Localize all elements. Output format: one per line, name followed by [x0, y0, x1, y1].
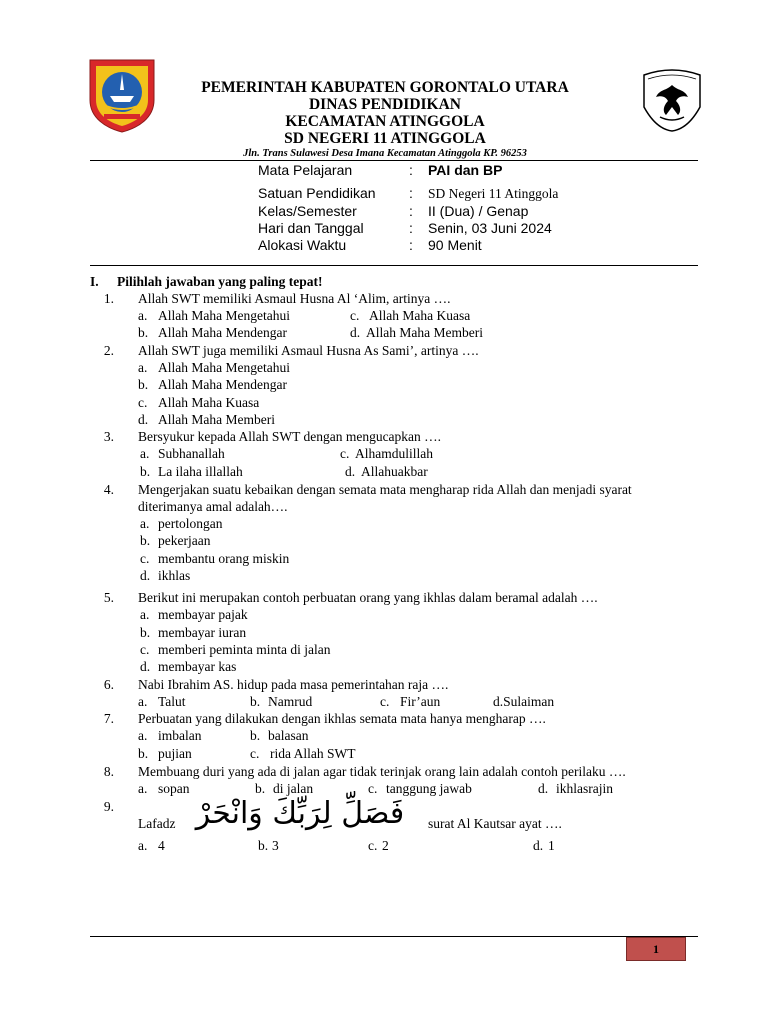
info-colon: :: [409, 185, 413, 201]
footer-divider: [90, 936, 698, 937]
option-text: sopan: [158, 781, 190, 796]
option-letter: c.: [350, 308, 360, 323]
option-text: Allah Maha Memberi: [366, 325, 483, 340]
option-text: Subhanallah: [158, 446, 225, 461]
option-letter: a.: [138, 360, 148, 375]
option-letter: a.: [138, 308, 148, 323]
info-label: Hari dan Tanggal: [258, 220, 364, 236]
info-colon: :: [409, 203, 413, 219]
option-letter: c.: [380, 694, 390, 709]
option-letter: a.: [138, 728, 148, 743]
option-text: La ilaha illallah: [158, 464, 243, 479]
arabic-verse: فَصَلِّ لِرَبِّكَ وَانْحَرْ: [195, 796, 405, 831]
page-number: 1: [626, 937, 686, 961]
regency-crest-logo: [86, 56, 158, 134]
info-colon: :: [409, 237, 413, 253]
question-prefix: Lafadz: [138, 816, 176, 831]
option-text: rida Allah SWT: [270, 746, 356, 761]
option-text: Allah Maha Mengetahui: [158, 360, 290, 375]
info-colon: :: [409, 162, 413, 178]
option-text: 3: [272, 838, 279, 853]
question-number: 1.: [103, 291, 114, 306]
question-number: 2.: [103, 343, 114, 358]
option-letter: b.: [250, 728, 261, 743]
info-colon: :: [409, 220, 413, 236]
question-number: 7.: [103, 711, 114, 726]
info-value: SD Negeri 11 Atinggola: [428, 186, 559, 201]
option-text: Allah Maha Kuasa: [369, 308, 471, 323]
question-number: 4.: [103, 482, 114, 497]
option-letter: d.: [533, 838, 544, 853]
option-text: membantu orang miskin: [158, 551, 290, 566]
option-text: Alhamdulillah: [355, 446, 433, 461]
option-text: balasan: [268, 728, 309, 743]
info-value: II (Dua) / Genap: [428, 203, 529, 219]
option-text: pujian: [158, 746, 192, 761]
question-text: Nabi Ibrahim AS. hidup pada masa pemerintahan raja ….: [138, 677, 449, 692]
question-text: Allah SWT memiliki Asmaul Husna Al ‘Alim, artinya ….: [138, 291, 451, 306]
option-letter: a.: [140, 516, 150, 531]
option-text: membayar pajak: [158, 607, 248, 622]
question-number: 3.: [103, 429, 114, 444]
option-text: Allah Maha Mendengar: [158, 377, 287, 392]
option-letter: d.: [538, 781, 549, 796]
option-text: Allahuakbar: [361, 464, 428, 479]
question-text: Membuang duri yang ada di jalan agar tidak terinjak orang lain adalah contoh perilaku ….: [138, 764, 626, 779]
option-text: Talut: [158, 694, 186, 709]
info-divider: [90, 265, 698, 266]
option-text: di jalan: [273, 781, 314, 796]
info-label: Kelas/Semester: [258, 203, 357, 219]
option-text: membayar kas: [158, 659, 237, 674]
question-text: Perbuatan yang dilakukan dengan ikhlas semata mata hanya mengharap ….: [138, 711, 546, 726]
option-letter: d.: [140, 568, 151, 583]
option-text: tanggung jawab: [386, 781, 472, 796]
info-label: Alokasi Waktu: [258, 237, 347, 253]
info-label: Satuan Pendidikan: [258, 185, 376, 201]
option-letter: b.: [138, 377, 149, 392]
option-letter: c.: [368, 781, 378, 796]
header-divider: [90, 160, 698, 161]
option-text: Allah Maha Memberi: [158, 412, 275, 427]
info-label: Mata Pelajaran: [258, 162, 353, 178]
option-text: ikhlasrajin: [556, 781, 613, 796]
option-text: Namrud: [268, 694, 313, 709]
option-letter: b.: [250, 694, 261, 709]
question-number: 6.: [103, 677, 114, 692]
header-line-3: KECAMATAN ATINGGOLA: [285, 113, 485, 130]
option-text: Allah Maha Kuasa: [158, 395, 260, 410]
option-letter: c.: [340, 446, 350, 461]
info-value: 90 Menit: [428, 237, 482, 253]
option-letter: d.: [345, 464, 356, 479]
option-text: 4: [158, 838, 165, 853]
option-letter: a.: [140, 607, 150, 622]
option-letter: d.: [350, 325, 361, 340]
option-letter: a.: [140, 446, 150, 461]
info-value-subject: PAI dan BP: [428, 162, 503, 178]
header-line-2: DINAS PENDIDIKAN: [308, 96, 461, 113]
question-number: 8.: [103, 764, 114, 779]
option-text: 1: [548, 838, 555, 853]
option-text: ikhlas: [158, 568, 191, 583]
option-text: Allah Maha Mendengar: [158, 325, 287, 340]
option-text: 2: [382, 838, 389, 853]
option-text: imbalan: [158, 728, 202, 743]
question-text: Bersyukur kepada Allah SWT dengan mengucapkan ….: [138, 429, 442, 444]
option-letter: b.: [140, 464, 151, 479]
option-letter: c.: [368, 838, 378, 853]
option-letter: a.: [138, 781, 148, 796]
header-address: Jln. Trans Sulawesi Desa Imana Kecamatan Atinggola KP. 96253: [243, 148, 527, 159]
option-text: memberi peminta minta di jalan: [158, 642, 331, 657]
option-letter: c.: [140, 642, 150, 657]
option-text: d.Sulaiman: [493, 694, 555, 709]
option-letter: a.: [138, 694, 148, 709]
question-number: 5.: [103, 590, 114, 605]
option-letter: c.: [250, 746, 260, 761]
option-letter: b.: [255, 781, 266, 796]
option-letter: c.: [138, 395, 148, 410]
question-suffix: surat Al Kautsar ayat ….: [428, 816, 562, 831]
option-text: membayar iuran: [158, 625, 247, 640]
section-number: I.: [90, 274, 99, 289]
option-letter: a.: [138, 838, 148, 853]
option-letter: b.: [140, 625, 151, 640]
option-letter: c.: [140, 551, 150, 566]
option-text: Allah Maha Mengetahui: [158, 308, 290, 323]
question-text: Mengerjakan suatu kebaikan dengan semata mata mengharap rida Allah dan menjadi syarat: [138, 482, 632, 497]
option-letter: d.: [140, 659, 151, 674]
option-letter: b.: [138, 325, 149, 340]
header-line-1: PEMERINTAH KABUPATEN GORONTALO UTARA: [201, 79, 569, 96]
question-number: 9.: [103, 799, 114, 814]
tut-wuri-handayani-logo: [640, 67, 704, 133]
section-title: Pilihlah jawaban yang paling tepat!: [117, 274, 323, 289]
question-text-continued: diterimanya amal adalah….: [138, 499, 288, 514]
option-letter: b.: [138, 746, 149, 761]
option-letter: b.: [140, 533, 151, 548]
option-letter: b.: [258, 838, 269, 853]
option-text: pekerjaan: [158, 533, 211, 548]
option-letter: d.: [138, 412, 149, 427]
info-value: Senin, 03 Juni 2024: [428, 220, 552, 236]
header-line-4: SD NEGERI 11 ATINGGOLA: [284, 130, 486, 147]
option-text: pertolongan: [158, 516, 223, 531]
question-text: Berikut ini merupakan contoh perbuatan orang yang ikhlas dalam beramal adalah ….: [138, 590, 598, 605]
question-text: Allah SWT juga memiliki Asmaul Husna As Sami’, artinya ….: [138, 343, 479, 358]
option-text: Fir’aun: [400, 694, 441, 709]
